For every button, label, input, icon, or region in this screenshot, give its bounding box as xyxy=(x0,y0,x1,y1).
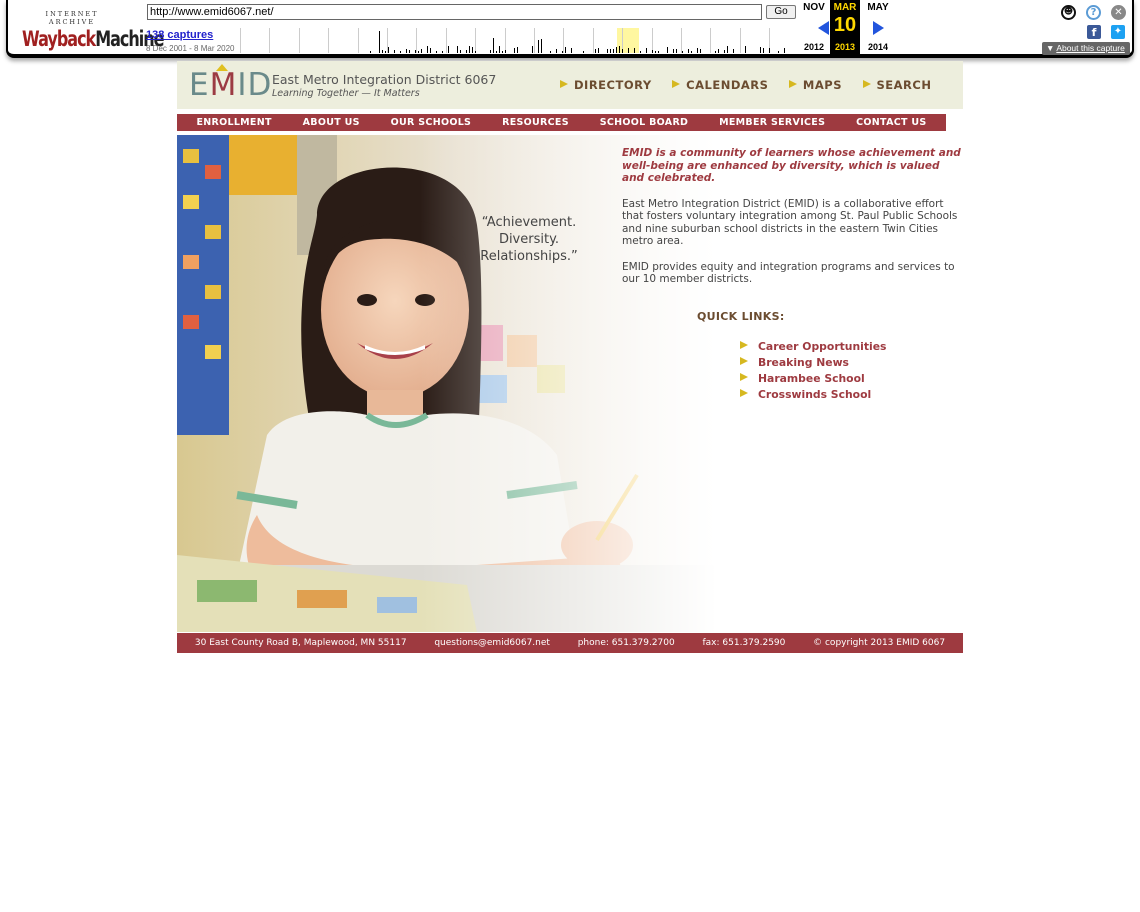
sparkline-bar xyxy=(514,48,515,53)
sparkline-year-divider xyxy=(740,28,741,53)
main-nav-about-us[interactable]: ABOUT US xyxy=(302,117,360,128)
sparkline-bar xyxy=(499,46,500,53)
quick-link-breaking-news[interactable] xyxy=(740,355,887,371)
sparkline-bar xyxy=(784,48,785,53)
wayback-logo-way: Wayback xyxy=(22,25,96,52)
main-nav-contact-us[interactable]: CONTACT US xyxy=(856,117,927,128)
sparkline-bar xyxy=(493,38,494,53)
sparkline-bar xyxy=(466,50,467,53)
sparkline-bar xyxy=(652,50,653,53)
sparkline-bar xyxy=(646,48,647,53)
sparkline-bar xyxy=(457,46,458,53)
sparkline-bar xyxy=(745,46,746,53)
logo-accent-mark xyxy=(216,64,228,71)
quick-link-crosswinds-school[interactable] xyxy=(740,387,887,403)
wayback-calendar-nav xyxy=(798,0,894,54)
next-year-label[interactable]: 2014 xyxy=(867,42,889,52)
sparkline-bar xyxy=(448,46,449,53)
sparkline-bar xyxy=(682,51,683,53)
facebook-icon[interactable]: f xyxy=(1087,25,1101,39)
arrow-right-icon xyxy=(789,80,797,88)
sparkline-bar xyxy=(583,51,584,53)
quick-link-label: Crosswinds School xyxy=(758,388,872,401)
footer-email-link[interactable]: questions@emid6067.net xyxy=(434,638,550,648)
top-nav xyxy=(560,78,931,92)
sparkline-bar xyxy=(382,50,383,53)
sparkline-bar xyxy=(571,48,572,53)
wayback-logo[interactable] xyxy=(22,7,164,52)
sparkline-bar xyxy=(676,49,677,53)
sparkline-bar xyxy=(418,51,419,53)
main-nav-enrollment[interactable]: ENROLLMENT xyxy=(196,117,272,128)
footer-copyright: © copyright 2013 EMID 6067 xyxy=(813,638,946,648)
user-icon[interactable]: ☻ xyxy=(1061,5,1076,20)
current-year-label: 2013 xyxy=(834,42,856,52)
close-icon[interactable]: ✕ xyxy=(1111,5,1126,20)
tagline: Learning Together — It Matters xyxy=(272,88,420,99)
current-day-label: 10 xyxy=(833,14,857,36)
sparkline-bar xyxy=(538,40,539,53)
sparkline-bar xyxy=(490,50,491,53)
sparkline-year-divider xyxy=(416,28,417,53)
current-month-label: MAR xyxy=(833,2,857,13)
hero-section xyxy=(177,135,963,632)
footer-fax: fax: 651.379.2590 xyxy=(702,638,786,648)
quick-link-label: Harambee School xyxy=(758,372,865,385)
sparkline-year-divider xyxy=(299,28,300,53)
arrow-right-icon xyxy=(740,357,748,365)
next-month-label[interactable]: MAY xyxy=(867,2,889,13)
prev-month-label[interactable]: NOV xyxy=(803,2,825,13)
sparkline-bar xyxy=(697,48,698,53)
sparkline-bar xyxy=(469,46,470,53)
sparkline-year-divider xyxy=(710,28,711,53)
sparkline-year-divider xyxy=(593,28,594,53)
sparkline-bar xyxy=(610,49,611,53)
sparkline-bar xyxy=(616,47,617,53)
sparkline-bar xyxy=(388,47,389,53)
top-nav-label: DIRECTORY xyxy=(574,78,652,92)
wayback-url-input[interactable] xyxy=(147,4,762,20)
site-header xyxy=(177,61,963,109)
prev-capture-arrow-icon[interactable] xyxy=(818,21,829,35)
sparkline-bar xyxy=(619,46,620,53)
sparkline-year-divider xyxy=(269,28,270,53)
sparkline-bar xyxy=(640,51,641,53)
sparkline-bar xyxy=(400,51,401,53)
sparkline-bar xyxy=(760,47,761,53)
quick-links-title: QUICK LINKS: xyxy=(697,310,785,323)
sparkline-bar xyxy=(442,51,443,53)
sparkline-bar xyxy=(691,51,692,53)
sparkline-year-divider xyxy=(534,28,535,53)
main-nav-school-board[interactable]: SCHOOL BOARD xyxy=(599,117,689,128)
sparkline-bar xyxy=(550,51,551,53)
sparkline-bar xyxy=(406,49,407,53)
sparkline-bar xyxy=(385,51,386,53)
arrow-right-icon xyxy=(672,80,680,88)
sparkline-bar xyxy=(613,49,614,53)
sparkline-bar xyxy=(700,49,701,53)
top-nav-maps[interactable] xyxy=(789,78,842,92)
mission-statement: EMID is a community of learners whose achievement and well-being are enhanced by diversity, which is valued and celebrated. xyxy=(622,147,961,184)
quote-line-1: “Achievement. xyxy=(481,215,577,230)
sparkline-bar xyxy=(502,51,503,53)
arrow-right-icon xyxy=(863,80,871,88)
main-nav-our-schools[interactable]: OUR SCHOOLS xyxy=(390,117,472,128)
sparkline-bar xyxy=(517,47,518,53)
top-nav-label: MAPS xyxy=(802,78,842,92)
emid-page xyxy=(177,61,963,648)
sparkline-bar xyxy=(595,49,596,53)
intro-text xyxy=(622,147,964,286)
emid-logo[interactable] xyxy=(189,67,272,103)
top-nav-search[interactable] xyxy=(863,78,932,92)
sparkline-bar xyxy=(430,48,431,53)
about-capture-button[interactable]: ▼ About this capture xyxy=(1042,42,1130,55)
top-nav-directory[interactable] xyxy=(560,78,652,92)
quick-links-list xyxy=(740,339,887,403)
sparkline-bar xyxy=(688,49,689,53)
sparkline-bar xyxy=(658,51,659,53)
sparkline-bar xyxy=(667,47,668,53)
sparkline-bar xyxy=(415,50,416,53)
logo-letters-id: ID xyxy=(237,67,273,103)
footer-address: 30 East County Road B, Maplewood, MN 55117 xyxy=(194,638,407,648)
sparkline-bar xyxy=(460,50,461,53)
logo-letter-e: E xyxy=(189,67,210,103)
quick-link-harambee-school[interactable] xyxy=(740,371,887,387)
sparkline-year-divider xyxy=(446,28,447,53)
org-name: East Metro Integration District 6067 xyxy=(272,72,497,87)
sparkline-bar xyxy=(607,49,608,53)
sparkline-bar xyxy=(379,31,380,53)
quote-line-3: Relationships.” xyxy=(480,249,578,264)
wayback-sparkline[interactable] xyxy=(240,26,798,53)
sparkline-bar xyxy=(541,39,542,53)
sparkline-bar xyxy=(715,51,716,53)
next-capture-arrow-icon[interactable] xyxy=(873,21,884,35)
sparkline-bar xyxy=(436,51,437,53)
wayback-logo-machine: Machine xyxy=(95,25,164,52)
sparkline-bar xyxy=(421,49,422,53)
prev-year-label[interactable]: 2012 xyxy=(803,42,825,52)
intro-paragraph-2: EMID provides equity and integration programs and services to our 10 member districts. xyxy=(622,260,955,285)
hero-quote xyxy=(469,214,589,265)
quick-link-career-opportunities[interactable] xyxy=(740,339,887,355)
sparkline-bar xyxy=(769,48,770,53)
sparkline-bar xyxy=(565,47,566,53)
footer-phone: phone: 651.379.2700 xyxy=(577,638,675,648)
sparkline-year-divider xyxy=(240,28,241,53)
sparkline-bar xyxy=(427,46,428,53)
sparkline-bar xyxy=(370,51,371,53)
wayback-toolbar xyxy=(6,0,1134,58)
wayback-go-button[interactable]: Go xyxy=(766,5,796,19)
sparkline-bar xyxy=(724,50,725,53)
sparkline-year-divider xyxy=(681,28,682,53)
quote-line-2: Diversity. xyxy=(498,232,560,247)
sparkline-bar xyxy=(778,51,779,53)
sparkline-bar xyxy=(718,49,719,53)
intro-paragraph-1: East Metro Integration District (EMID) is a collaborative effort that fosters voluntary integration among St. Paul Public Schools and nine suburban school districts in the eastern Twin Cities metro area. xyxy=(622,197,958,247)
sparkline-year-divider xyxy=(358,28,359,53)
sparkline-bar xyxy=(628,48,629,53)
sparkline-bar xyxy=(634,48,635,53)
sparkline-bar xyxy=(655,51,656,53)
sparkline-bar xyxy=(556,49,557,53)
wayback-date-range: 8 Dec 2001 - 8 Mar 2020 xyxy=(146,44,235,53)
arrow-right-icon xyxy=(560,80,568,88)
top-nav-calendars[interactable] xyxy=(672,78,768,92)
main-nav-member-services[interactable]: MEMBER SERVICES xyxy=(719,117,826,128)
top-nav-label: SEARCH xyxy=(876,78,932,92)
sparkline-year-divider xyxy=(475,28,476,53)
sparkline-bar xyxy=(496,51,497,53)
sparkline-bar xyxy=(472,47,473,53)
sparkline-bar xyxy=(622,49,623,53)
arrow-right-icon xyxy=(740,341,748,349)
main-nav xyxy=(177,114,946,131)
twitter-icon[interactable]: ✦ xyxy=(1111,25,1125,39)
sparkline-bar xyxy=(673,49,674,53)
quick-link-label: Career Opportunities xyxy=(758,340,887,353)
arrow-right-icon xyxy=(740,373,748,381)
help-icon[interactable]: ? xyxy=(1086,5,1101,20)
sparkline-bar xyxy=(532,46,533,53)
sparkline-bar xyxy=(733,49,734,53)
wayback-captures-link[interactable]: 138 captures xyxy=(146,29,214,41)
top-nav-label: CALENDARS xyxy=(686,78,769,92)
sparkline-bar xyxy=(409,50,410,53)
logo-letter-m: M xyxy=(209,67,238,103)
current-capture-date xyxy=(830,0,860,54)
sparkline-year-divider xyxy=(328,28,329,53)
sparkline-bar xyxy=(562,51,563,53)
sparkline-bar xyxy=(598,48,599,53)
about-capture-label: About this capture xyxy=(1056,43,1125,53)
sparkline-bar xyxy=(505,50,506,53)
wayback-logo-top: INTERNET ARCHIVE xyxy=(45,10,99,26)
arrow-right-icon xyxy=(740,389,748,397)
main-nav-resources[interactable]: RESOURCES xyxy=(502,117,569,128)
quick-link-label: Breaking News xyxy=(758,356,849,369)
sparkline-bar xyxy=(727,46,728,53)
site-footer xyxy=(177,633,963,653)
sparkline-bar xyxy=(475,51,476,53)
sparkline-bar xyxy=(763,48,764,53)
sparkline-bar xyxy=(394,50,395,53)
